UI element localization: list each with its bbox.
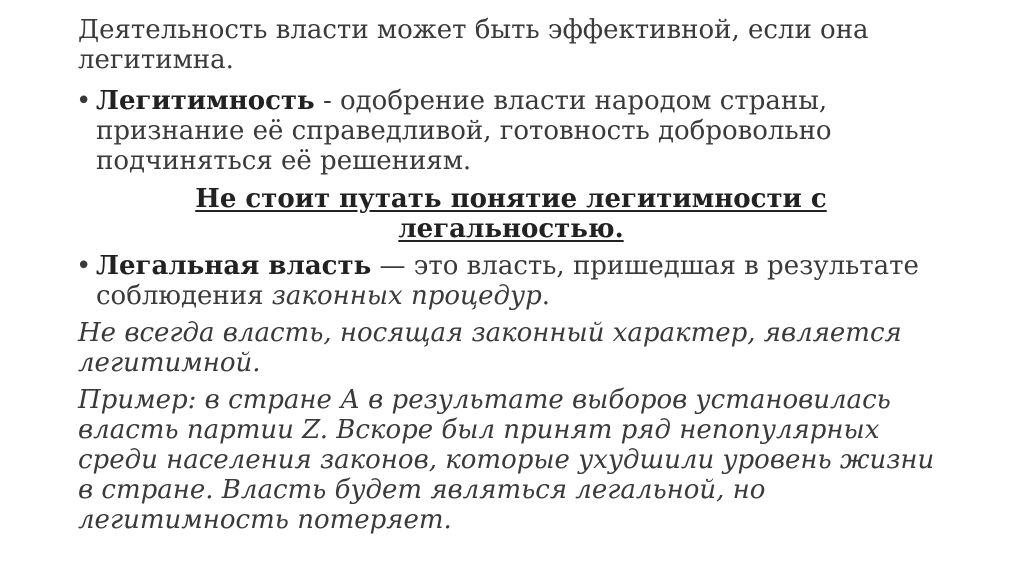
example-line-5: легитимность потеряет. (78, 505, 452, 535)
example-line-1: Пример: в стране А в результате выборов установилась (78, 385, 891, 415)
bullet-marker: • (76, 86, 92, 116)
example-line-3: среди населения законов, которые ухудшили уровень жизни (78, 445, 935, 475)
example-paragraph (78, 385, 934, 535)
intro-line-2: легитимна. (78, 45, 234, 75)
legal-power-term: Легальная власть (96, 251, 372, 281)
example-line-4: в стране. Власть будет являться легальной, но (78, 475, 766, 505)
legal-power-line-2-start: соблюдения (96, 281, 272, 311)
statement-paragraph (78, 318, 902, 378)
legitimacy-definition-line-2: признание её справедливой, готовность добровольно (96, 116, 832, 146)
intro-line-1: Деятельность власти может быть эффективной, если она (78, 15, 869, 45)
example-line-2: власть партии Z. Вскоре был принят ряд непопулярных (78, 415, 880, 445)
notice-line-1: Не стоит путать понятие легитимности с (195, 184, 827, 214)
legal-power-definition (96, 251, 919, 311)
notice-heading (76, 184, 946, 244)
legitimacy-definition-line-3: подчиняться её решениям. (96, 146, 472, 176)
intro-paragraph (78, 15, 869, 75)
legitimacy-definition (96, 86, 832, 176)
legal-power-line-2-end: . (541, 281, 551, 311)
notice-line-2: легальностью. (398, 214, 624, 244)
statement-line-1: Не всегда власть, носящая законный характер, является (78, 318, 902, 348)
legitimacy-term: Легитимность (96, 86, 315, 116)
statement-line-2: легитимной. (78, 348, 261, 378)
bullet-marker: • (76, 251, 92, 281)
legal-power-definition-line-1: — это власть, пришедшая в результате (371, 251, 919, 281)
legal-procedures-emphasis: законных процедур (271, 281, 542, 311)
legitimacy-definition-line-1: - одобрение власти народом страны, (314, 86, 828, 116)
